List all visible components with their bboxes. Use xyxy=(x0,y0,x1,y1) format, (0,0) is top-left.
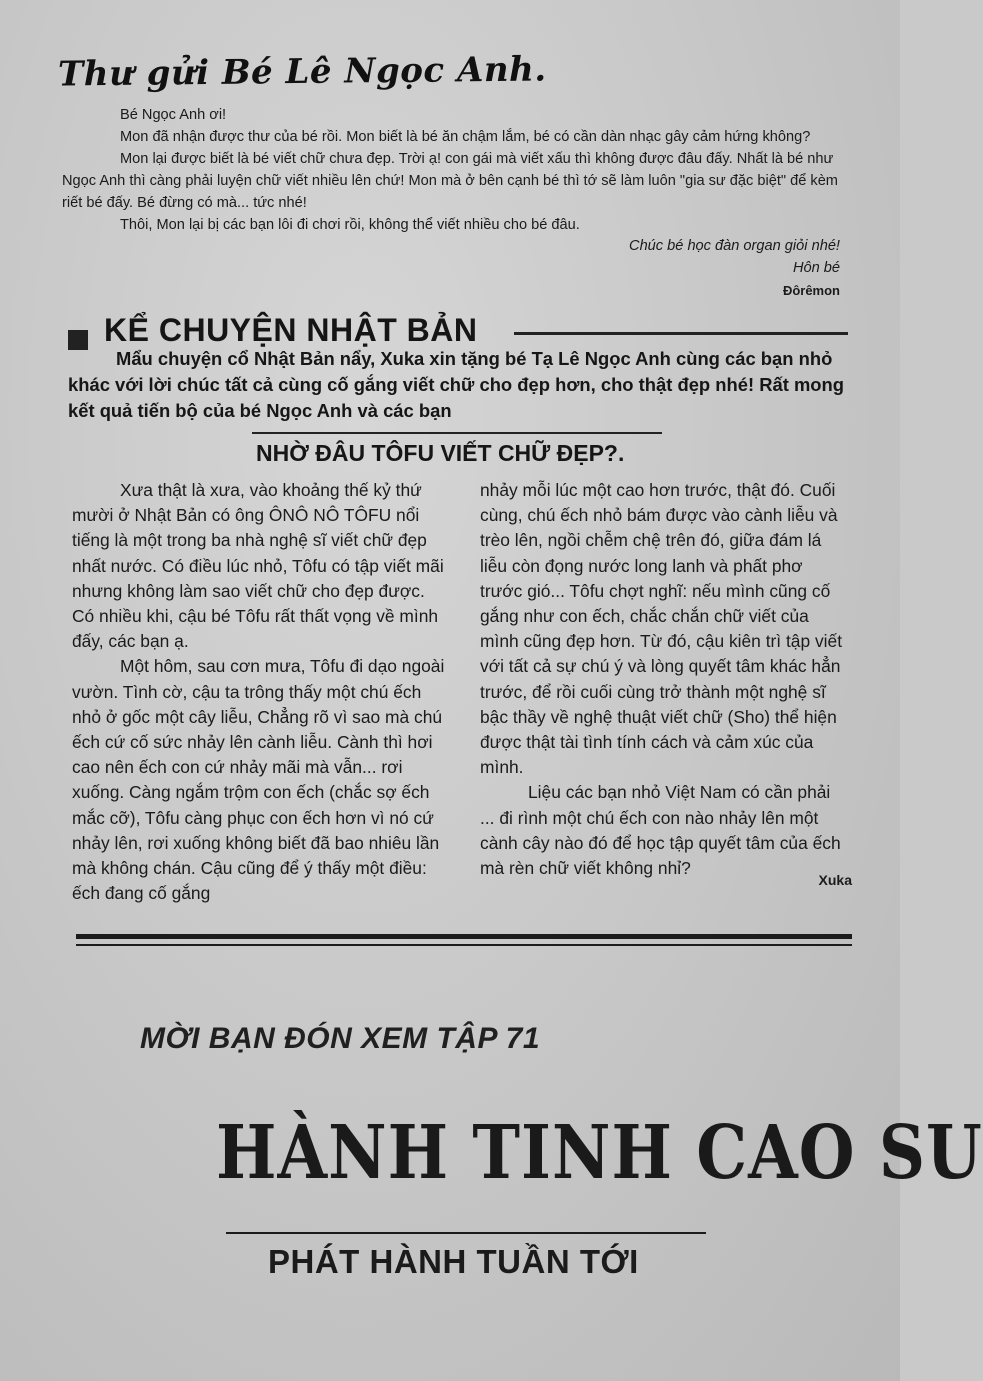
divider-thick xyxy=(76,934,852,939)
story-column-right xyxy=(480,478,848,881)
column-divider xyxy=(463,480,464,900)
section-intro xyxy=(68,346,848,424)
promo-invite: MỜI BẠN ĐÓN XEM TẬP 71 xyxy=(140,1022,541,1055)
letter-body xyxy=(62,104,842,236)
story-paragraph-4: Liệu các bạn nhỏ Việt Nam có cần phải ... đi rình một chú ếch con nào nhảy lên một cành cây nào đó để học tập quyết tâm của ếch mà rèn chữ viết không nhỉ? xyxy=(480,782,841,879)
section-title: KỂ CHUYỆN NHẬT BẢN xyxy=(104,312,478,348)
promo-rule xyxy=(226,1232,706,1234)
letter-paragraph-3: Thôi, Mon lại bị các bạn lôi đi chơi rồi, không thể viết nhiều cho bé đâu. xyxy=(120,217,580,233)
story-paragraph-1: Xưa thật là xưa, vào khoảng thế kỷ thứ mười ở Nhật Bản có ông ÔNÔ NÔ TÔFU nổi tiếng là một trong ba nhà nghệ sĩ viết chữ đẹp nhất nước. Có điều lúc nhỏ, Tôfu có tập viết mãi nhưng không làm sao viết chữ cho đẹp được. Có nhiều khi, cậu bé Tôfu rất thất vọng về mình đấy, các bạn ạ. xyxy=(72,480,444,652)
story-column-left xyxy=(72,478,450,906)
letter-title: Thư gửi Bé Lê Ngọc Anh. xyxy=(57,49,547,95)
letter-paragraph-2: Mon lại được biết là bé viết chữ chưa đẹp. Trời ạ! con gái mà viết xấu thì không được đâu đấy. Nhất là bé như Ngọc Anh thì càng phải luyện chữ viết nhiều lên chứ! Mon mà ở bên cạnh bé thì tớ sẽ làm luôn "gia sư đặc biệt" để kèm riết bé đấy. Bé đừng có mà... tức nhé! xyxy=(62,151,838,211)
divider-thin xyxy=(76,944,852,946)
letter-signature: Đôrêmon xyxy=(782,283,840,298)
section-rule xyxy=(514,332,848,335)
story-paragraph-3: nhảy mỗi lúc một cao hơn trước, thật đó. Cuối cùng, chú ếch nhỏ bám được vào cành liễu và trèo lên, ngồi chễm chệ trên đó, giữa đám lá liễu còn đọng nước long lanh và phất phơ trước gió... Tôfu chợt nghĩ: nếu mình cũng cố gắng như con ếch, chắc chắn chữ viết của mình cũng đẹp hơn. Từ đó, cậu kiên trì tập viết với tất cả sự chú ý và lòng quyết tâm khác hẳn trước, để rồi cuối cùng trở thành một nghệ sĩ bậc thầy về nghệ thuật viết chữ (Sho) thể hiện được thật tài tình tính cách và cảm xúc của mình. xyxy=(480,480,843,778)
promo-volume-title: HÀNH TINH CAO SU xyxy=(216,1110,983,1197)
section-intro-text: Mẩu chuyện cổ Nhật Bản nẩy, Xuka xin tặng bé Tạ Lê Ngọc Anh cùng các bạn nhỏ khác với lời chúc tất cả cùng cố gắng viết chữ cho đẹp hơn, cho thật đẹp nhé! Rất mong kết quả tiến bộ của bé Ngọc Anh và các bạn xyxy=(68,348,844,421)
story-title: NHỜ ĐÂU TÔFU VIẾT CHỮ ĐẸP?. xyxy=(256,440,625,466)
story-paragraph-2: Một hôm, sau cơn mưa, Tôfu đi dạo ngoài vườn. Tình cờ, cậu ta trông thấy một chú ếch nhỏ ở gốc một cây liễu, Chẳng rõ vì sao mà chú ếch cứ cố sức nhảy lên cành liễu. Cành thì hơi cao nên ếch con cứ nhảy mãi mà vẫn... rơi xuống. Càng ngắm trộm con ếch (chắc sợ ếch mắc cỡ), Tôfu càng phục con ếch hơn vì nó cứ nhảy lên, rơi xuống không biết đã bao nhiêu lần mà không chán. Cậu cũng để ý thấy một điều: ếch đang cố gắng xyxy=(72,656,445,904)
story-title-box xyxy=(252,432,662,474)
story-author: Xuka xyxy=(818,872,852,888)
letter-signoff-kiss: Hôn bé xyxy=(792,260,840,276)
promo-release: PHÁT HÀNH TUẦN TỚI xyxy=(268,1243,639,1280)
letter-greeting: Bé Ngọc Anh ơi! xyxy=(120,107,227,123)
letter-signoff-wish: Chúc bé học đàn organ giỏi nhé! xyxy=(629,238,840,254)
letter-paragraph-1: Mon đã nhận được thư của bé rồi. Mon biết là bé ăn chậm lắm, bé có cần dàn nhạc gây cảm hứng không? xyxy=(120,129,811,145)
